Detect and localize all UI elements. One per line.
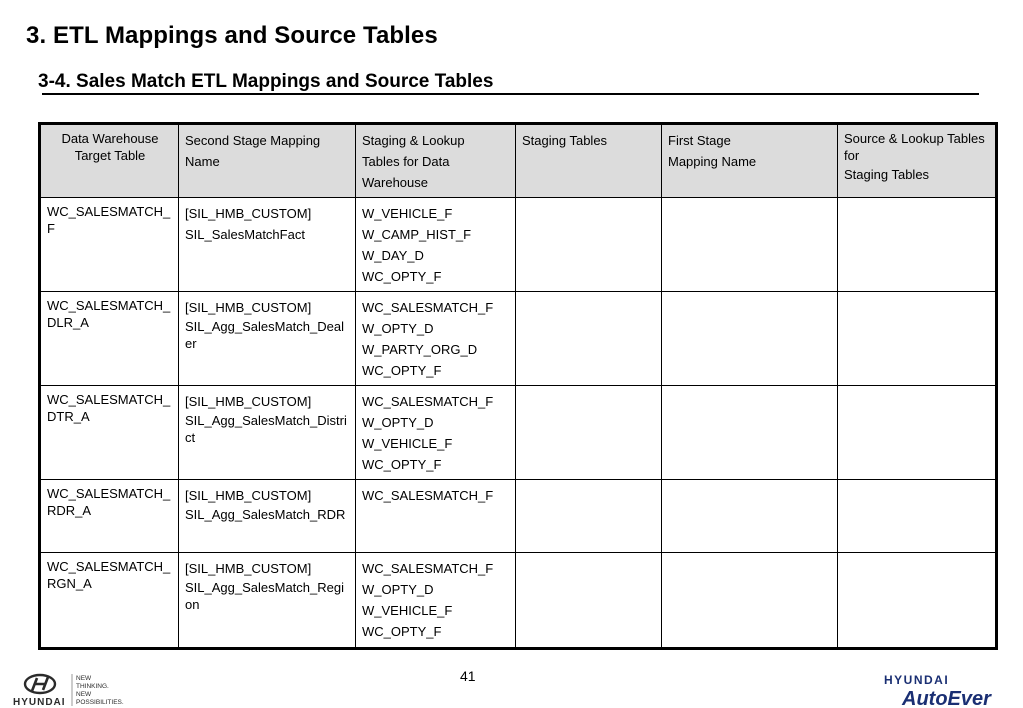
target-table-cell: WC_SALESMATCH_F — [40, 198, 179, 292]
table-row — [40, 386, 997, 480]
staging-lookup-cell: WC_SALESMATCH_F W_OPTY_D W_VEHICLE_F WC_OPTY_F — [356, 386, 516, 480]
source-lookup-cell — [838, 292, 997, 386]
staging-tables-cell — [516, 553, 662, 649]
mapping-name-cell: [SIL_HMB_CUSTOM] SIL_Agg_SalesMatch_Dealer — [179, 292, 356, 386]
hyundai-new-thinking-logo — [10, 672, 140, 708]
staging-lookup-cell: WC_SALESMATCH_F W_OPTY_D W_PARTY_ORG_D WC_OPTY_F — [356, 292, 516, 386]
hyundai-emblem-icon — [25, 675, 55, 693]
target-table-cell: WC_SALESMATCH_DLR_A — [40, 292, 179, 386]
first-stage-mapping-cell — [662, 292, 838, 386]
staging-tables-cell — [516, 386, 662, 480]
page-number: 41 — [460, 668, 476, 684]
source-lookup-cell — [838, 480, 997, 553]
first-stage-mapping-cell — [662, 553, 838, 649]
mapping-name-cell: [SIL_HMB_CUSTOM] SIL_SalesMatchFact — [179, 198, 356, 292]
table-row — [40, 198, 997, 292]
staging-lookup-cell: WC_SALESMATCH_F — [356, 480, 516, 553]
staging-tables-cell — [516, 480, 662, 553]
hyundai-autoever-logo — [882, 670, 1014, 708]
staging-tables-cell — [516, 292, 662, 386]
svg-text:NEW THINKING. NEW: NEW THINKING. NEW POSSIBILITIES. — [76, 675, 124, 706]
target-table-cell: WC_SALESMATCH_RGN_A — [40, 553, 179, 649]
target-table-cell: WC_SALESMATCH_DTR_A — [40, 386, 179, 480]
mapping-name-cell: [SIL_HMB_CUSTOM] SIL_Agg_SalesMatch_District — [179, 386, 356, 480]
source-lookup-cell — [838, 553, 997, 649]
header-target-table: Data Warehouse Target Table — [40, 124, 179, 198]
page-title: 3. ETL Mappings and Source Tables — [26, 22, 438, 49]
header-staging-lookup: Staging & Lookup Tables for Data Warehouse — [356, 124, 516, 198]
svg-text:HYUNDAI: HYUNDAI — [884, 673, 950, 687]
first-stage-mapping-cell — [662, 386, 838, 480]
first-stage-mapping-cell — [662, 480, 838, 553]
source-lookup-cell — [838, 386, 997, 480]
table-row — [40, 553, 997, 649]
source-lookup-cell — [838, 198, 997, 292]
table-row — [40, 480, 997, 553]
header-staging-tables: Staging Tables — [516, 124, 662, 198]
header-first-stage-mapping: First Stage Mapping Name — [662, 124, 838, 198]
staging-lookup-cell: WC_SALESMATCH_F W_OPTY_D W_VEHICLE_F WC_OPTY_F — [356, 553, 516, 649]
mapping-name-cell: [SIL_HMB_CUSTOM] SIL_Agg_SalesMatch_RDR — [179, 480, 356, 553]
table-row — [40, 292, 997, 386]
svg-text:AutoEver: AutoEver — [902, 688, 991, 708]
target-table-cell: WC_SALESMATCH_RDR_A — [40, 480, 179, 553]
subtitle-underline — [42, 93, 979, 95]
section-subtitle: 3-4. Sales Match ETL Mappings and Source Tables — [38, 71, 494, 92]
staging-tables-cell — [516, 198, 662, 292]
table-header-row — [40, 124, 997, 198]
svg-text:HYUNDAI: HYUNDAI — [13, 697, 66, 708]
mapping-name-cell: [SIL_HMB_CUSTOM] SIL_Agg_SalesMatch_Region — [179, 553, 356, 649]
etl-mapping-table — [38, 122, 998, 650]
first-stage-mapping-cell — [662, 198, 838, 292]
header-second-stage-mapping: Second Stage Mapping Name — [179, 124, 356, 198]
header-source-lookup: Source & Lookup Tables for Staging Tables — [838, 124, 997, 198]
staging-lookup-cell: W_VEHICLE_F W_CAMP_HIST_F W_DAY_D WC_OPTY_F — [356, 198, 516, 292]
